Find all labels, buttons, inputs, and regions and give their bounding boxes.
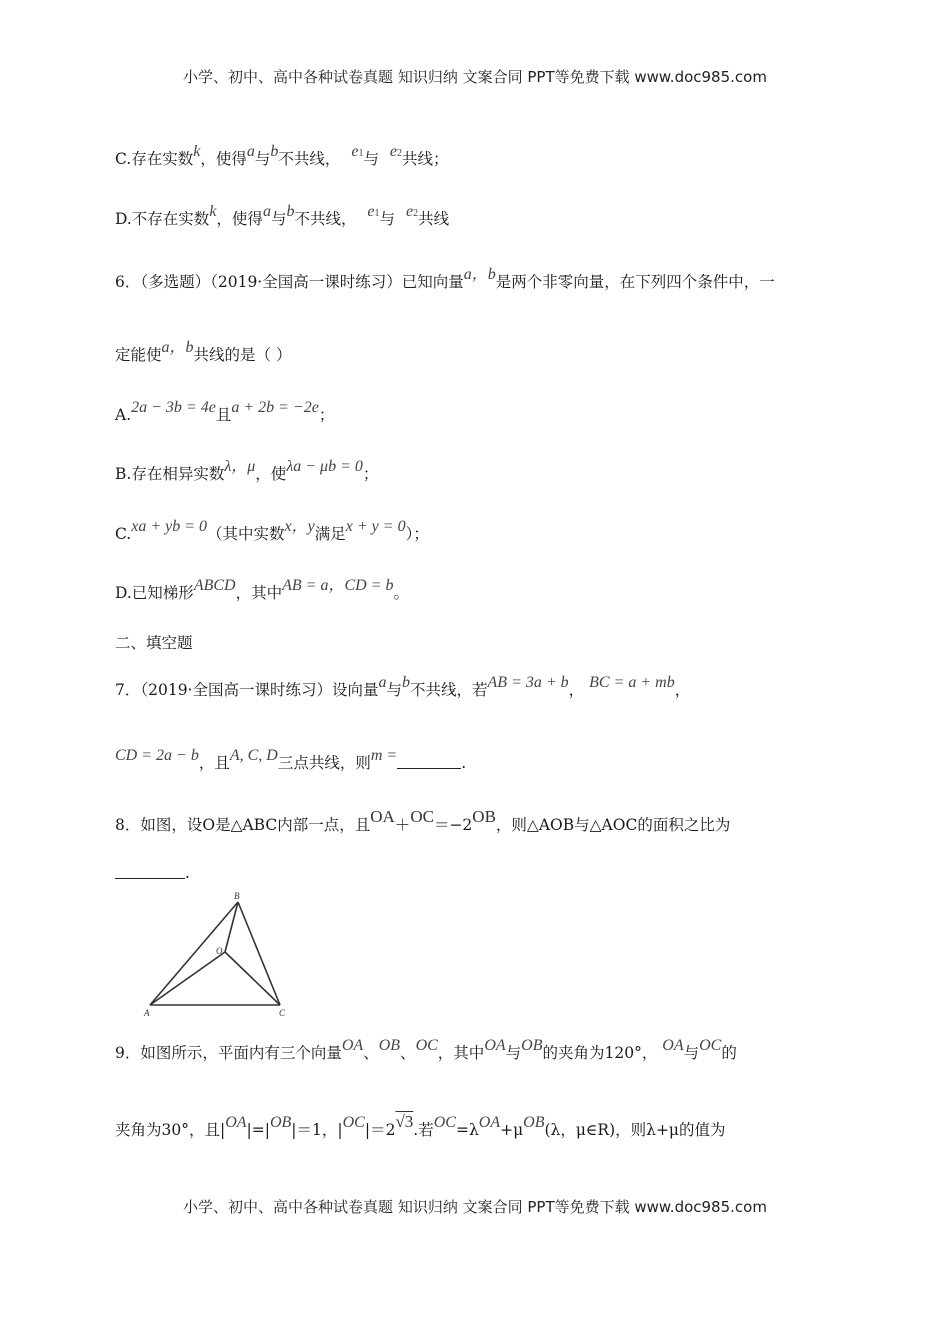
q7-stem-line1: 7．（2019·全国高一课时练习）设向量a与b不共线，若AB = 3a + b， BC = a + mb， xyxy=(115,674,691,699)
q8-stem-line1: 8．如图，设O是△ABC内部一点，且OA＋OC＝−2OB，则△AOB与△AOC的面积之比为 xyxy=(115,807,731,834)
triangle-figure xyxy=(140,890,300,1020)
q5-option-d: D.不存在实数k，使得a与b不共线， e1与 e2共线 xyxy=(115,203,450,228)
edge-ab xyxy=(150,902,238,1005)
q6-option-d: D.已知梯形ABCD，其中AB = a，CD = b。 xyxy=(115,577,409,602)
edge-bc xyxy=(238,902,280,1005)
label-c: C xyxy=(279,1008,286,1018)
label-b: B xyxy=(234,891,240,901)
q7-stem-line2: CD = 2a − b，且A, C, D三点共线，则m = . xyxy=(115,747,467,772)
q6-stem-line2: 定能使a，b共线的是（ ） xyxy=(115,339,292,364)
answer-blank xyxy=(115,866,185,879)
label-a: A xyxy=(144,1008,150,1018)
header-banner: 小学、初中、高中各种试卷真题 知识归纳 文案合同 PPT等免费下载 www.doc985.com xyxy=(183,68,767,86)
q5-option-c: C.存在实数k，使得a与b不共线， e1与 e2共线； xyxy=(115,143,449,168)
q6-option-b: B.存在相异实数λ，μ，使λa − μb = 0； xyxy=(115,458,379,483)
q9-stem-line2: 夹角为30°，且|OA|=|OB|＝1，|OC|＝2√3.若OC=λOA+μOB(λ，μ∈R)，则λ+μ的值为 xyxy=(115,1112,726,1139)
q8-stem-line2: . xyxy=(115,866,190,882)
q6-option-c: C.xa + yb = 0（其中实数x，y满足x + y = 0）； xyxy=(115,518,429,543)
label-o: O xyxy=(216,946,223,956)
q9-stem-line1: 9．如图所示，平面内有三个向量OA、OB、OC，其中OA与OB的夹角为120°， OA与OC的 xyxy=(115,1037,737,1062)
footer-banner: 小学、初中、高中各种试卷真题 知识归纳 文案合同 PPT等免费下载 www.doc985.com xyxy=(183,1198,767,1216)
q6-option-a: A.2a − 3b = 4e且a + 2b = −2e； xyxy=(115,399,335,424)
section-heading: 二、填空题 xyxy=(115,634,193,652)
q6-stem-line1: 6．（多选题）（2019·全国高一课时练习）已知向量a，b是两个非零向量，在下列四个条件中，一 xyxy=(115,266,775,291)
segment-oc xyxy=(225,952,280,1005)
answer-blank xyxy=(397,756,461,769)
